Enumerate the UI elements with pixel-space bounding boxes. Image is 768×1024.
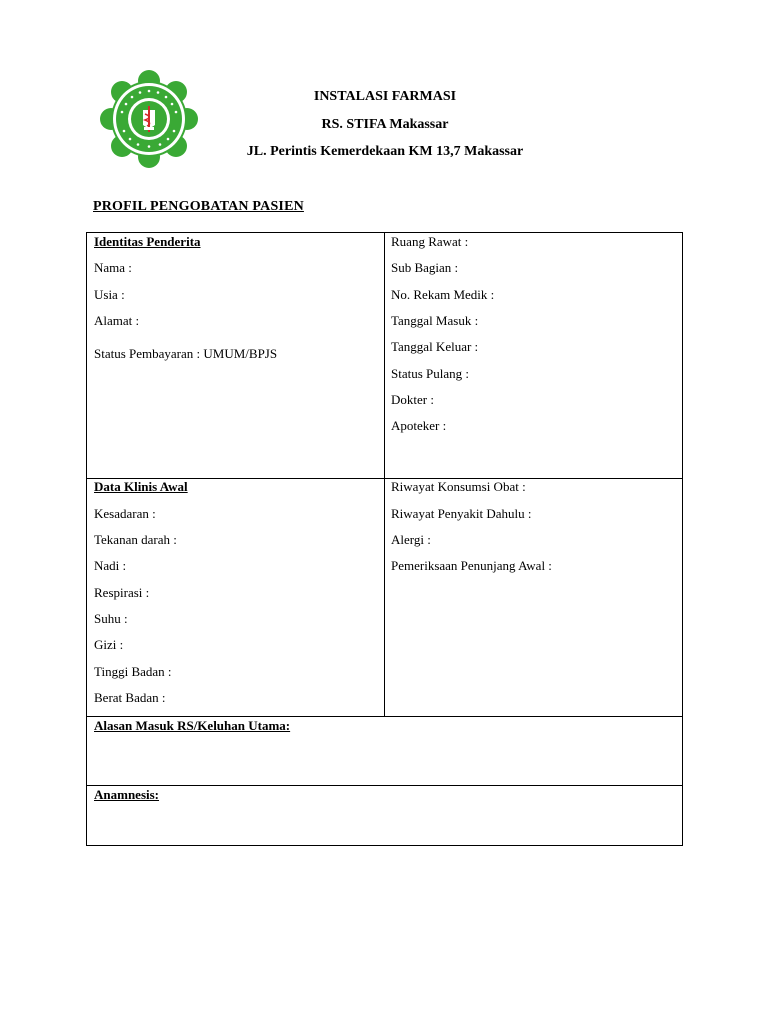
field-dokter[interactable]: Dokter : [391, 392, 434, 407]
field-alergi[interactable]: Alergi : [391, 532, 431, 547]
header-hospital: RS. STIFA Makassar [321, 117, 449, 132]
field-sub-bagian[interactable]: Sub Bagian : [391, 260, 459, 275]
field-tekanan-darah[interactable]: Tekanan darah : [94, 532, 177, 547]
field-nadi[interactable]: Nadi : [94, 558, 127, 573]
column-divider [384, 233, 385, 716]
field-alamat[interactable]: Alamat : [94, 313, 140, 328]
row-divider-3 [87, 785, 682, 786]
row-divider-2 [87, 716, 682, 717]
field-nama[interactable]: Nama : [94, 260, 132, 275]
field-status-pembayaran[interactable]: Status Pembayaran : UMUM/BPJS [94, 346, 278, 361]
field-tanggal-keluar[interactable]: Tanggal Keluar : [391, 339, 479, 354]
field-riwayat-konsumsi-obat[interactable]: Riwayat Konsumsi Obat : [391, 479, 526, 494]
logo-seal-icon [100, 70, 198, 168]
field-respirasi[interactable]: Respirasi : [94, 585, 150, 600]
anamnesis-input-area[interactable] [87, 804, 682, 846]
alasan-input-area[interactable] [87, 735, 682, 783]
section-anamnesis-heading: Anamnesis: [94, 787, 160, 802]
field-gizi[interactable]: Gizi : [94, 637, 124, 652]
field-ruang-rawat[interactable]: Ruang Rawat : [391, 234, 469, 249]
form-title: PROFIL PENGOBATAN PASIEN [93, 199, 304, 214]
header-address: JL. Perintis Kemerdekaan KM 13,7 Makassar [246, 144, 524, 159]
field-tanggal-masuk[interactable]: Tanggal Masuk : [391, 313, 479, 328]
field-apoteker[interactable]: Apoteker : [391, 418, 447, 433]
field-berat-badan[interactable]: Berat Badan : [94, 690, 166, 705]
field-kesadaran[interactable]: Kesadaran : [94, 506, 156, 521]
patient-profile-form [86, 232, 683, 846]
section-klinis-heading: Data Klinis Awal [94, 479, 188, 494]
field-suhu[interactable]: Suhu : [94, 611, 128, 626]
header-institution: INSTALASI FARMASI [313, 89, 457, 104]
field-pemeriksaan-penunjang[interactable]: Pemeriksaan Penunjang Awal : [391, 558, 552, 573]
field-riwayat-penyakit-dahulu[interactable]: Riwayat Penyakit Dahulu : [391, 506, 532, 521]
field-no-rekam-medik[interactable]: No. Rekam Medik : [391, 287, 495, 302]
institution-logo [100, 70, 198, 168]
section-alasan-heading: Alasan Masuk RS/Keluhan Utama: [94, 718, 291, 733]
field-tinggi-badan[interactable]: Tinggi Badan : [94, 664, 172, 679]
field-status-pulang[interactable]: Status Pulang : [391, 366, 470, 381]
field-usia[interactable]: Usia : [94, 287, 125, 302]
section-identitas-heading: Identitas Penderita [94, 234, 201, 249]
